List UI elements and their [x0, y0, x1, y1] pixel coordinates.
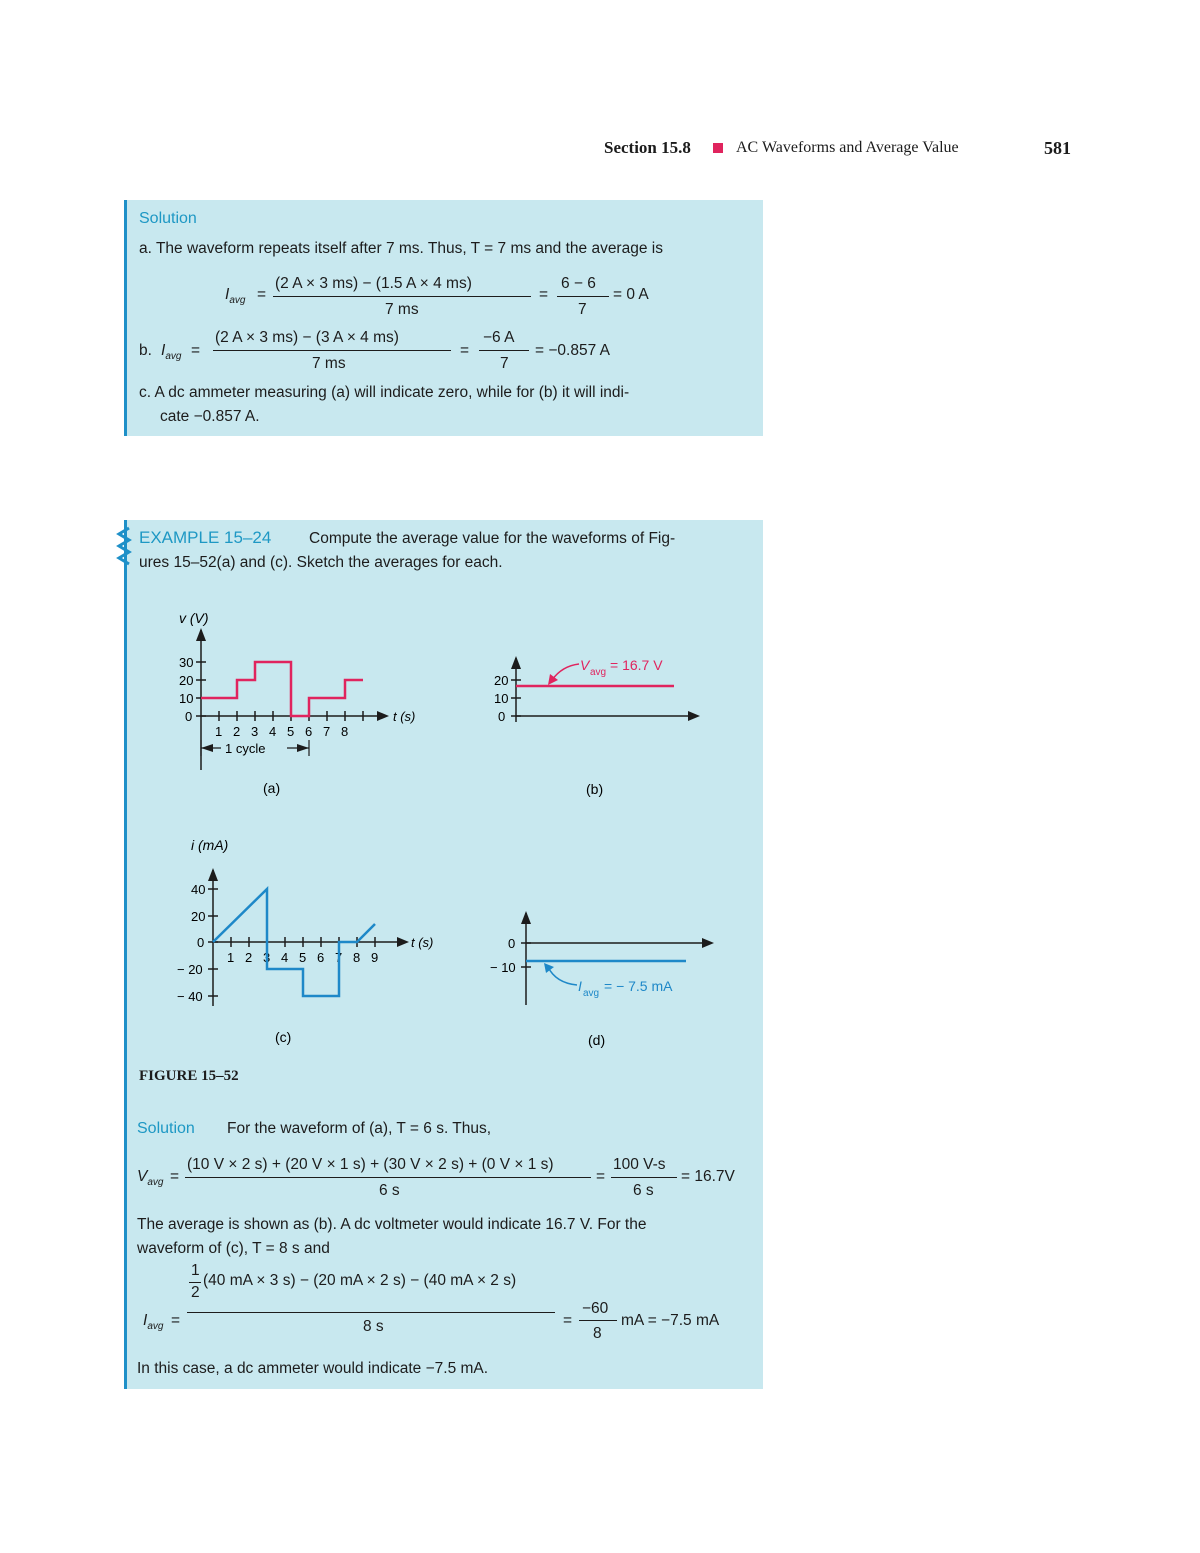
fig-d-y-arrow-icon [521, 911, 531, 924]
eq-i-half-bar [189, 1282, 201, 1283]
example-text-line-1: Compute the average value for the waveforms of Fig- [309, 530, 676, 547]
page-number: 581 [1044, 138, 1071, 158]
fig-c-y-tick-neg20: − 20 [177, 962, 203, 977]
eq-a-denominator: 7 ms [385, 301, 419, 318]
fig-a-x-tick: 8 [341, 724, 349, 739]
eq-b-prefix: b. [139, 342, 152, 359]
eq-v-lhs: V [137, 1168, 148, 1185]
square-bullet-icon [713, 143, 723, 153]
solution-2-final: In this case, a dc ammeter would indicate −7.5 mA. [137, 1360, 489, 1377]
fig-c-x-tick: 2 [245, 950, 253, 965]
solution-2-heading: Solution [137, 1120, 195, 1137]
fig-a-x-title: t (s) [393, 709, 416, 724]
fig-a-label: (a) [263, 780, 281, 796]
cycle-right-arrow-icon [297, 744, 309, 752]
eq-a-equals-2: = [539, 286, 549, 303]
eq-i-denominator-2: 8 [593, 1325, 602, 1342]
eq-i-numerator-2: −60 [582, 1300, 609, 1317]
eq-b-lhs-sub: avg [165, 351, 182, 362]
fig-a-y-tick-30: 30 [179, 655, 194, 670]
eq-a-denominator-2: 7 [578, 301, 587, 318]
fig-b-y-tick-0: 0 [498, 709, 506, 724]
eq-a-fraction-bar [273, 296, 531, 297]
fig-c-x-tick: 5 [299, 950, 307, 965]
eq-a-lhs: I [225, 286, 230, 303]
fig-b-avg-value: = 16.7 V [610, 657, 663, 673]
eq-a-result: = 0 A [613, 286, 649, 303]
fig-a-y-tick-20: 20 [179, 673, 194, 688]
eq-v-lhs-sub: avg [147, 1177, 164, 1188]
fig-c-y-tick-0: 0 [197, 935, 205, 950]
eq-b-numerator-2: −6 A [483, 329, 515, 346]
fig-d-avg-sub: avg [583, 988, 600, 999]
fig-d-pointer-arrow-icon [544, 963, 554, 973]
eq-v-result: = 16.7V [681, 1168, 735, 1185]
solution-box-1 [124, 200, 763, 436]
example-label: EXAMPLE 15–24 [139, 528, 272, 547]
eq-v-equals: = [170, 1168, 180, 1185]
eq-a-equals: = [257, 286, 267, 303]
solution-c-line-1: c. A dc ammeter measuring (a) will indicate zero, while for (b) it will indi- [139, 384, 630, 401]
eq-b-result: = −0.857 A [535, 342, 610, 359]
figure-b-average-voltage [482, 650, 732, 810]
eq-b-fraction-bar-2 [479, 350, 529, 351]
eq-v-equals-2: = [596, 1168, 606, 1185]
eq-b-denominator: 7 ms [312, 355, 346, 372]
fig-b-x-arrow-icon [688, 711, 700, 721]
solution-2-paragraph-line-2: waveform of (c), T = 8 s and [137, 1240, 330, 1257]
eq-i-numerator: (40 mA × 3 s) − (20 mA × 2 s) − (40 mA × 2 s) [203, 1272, 517, 1289]
eq-i-equals-2: = [563, 1312, 573, 1329]
eq-a-numerator: (2 A × 3 ms) − (1.5 A × 4 ms) [275, 275, 472, 292]
fig-a-x-tick: 1 [215, 724, 223, 739]
fig-b-y-tick-10: 10 [494, 691, 509, 706]
eq-i-result: mA = −7.5 mA [621, 1312, 720, 1329]
eq-b-denominator-2: 7 [500, 355, 509, 372]
example-box [124, 520, 763, 1389]
fig-a-x-tick: 5 [287, 724, 295, 739]
fig-c-x-tick: 1 [227, 950, 235, 965]
section-number: Section 15.8 [604, 138, 691, 157]
solution-c-line-2: cate −0.857 A. [160, 408, 260, 425]
fig-b-avg-label: V [580, 657, 590, 673]
eq-a-fraction-bar-2 [557, 296, 609, 297]
solution-2-intro: For the waveform of (a), T = 6 s. Thus, [227, 1120, 492, 1137]
figure-caption: FIGURE 15–52 [139, 1068, 239, 1084]
fig-c-y-tick-neg40: − 40 [177, 989, 203, 1004]
eq-i-half-numerator: 1 [191, 1262, 200, 1279]
eq-b-lhs: I [161, 342, 166, 359]
fig-a-y-title: v (V) [179, 610, 209, 626]
fig-c-x-tick: 3 [263, 950, 271, 965]
eq-b-equals: = [191, 342, 201, 359]
fig-b-y-tick-20: 20 [494, 673, 509, 688]
fig-c-x-tick: 4 [281, 950, 289, 965]
eq-v-numerator-2: 100 V-s [613, 1156, 666, 1173]
fig-a-y-tick-0: 0 [185, 709, 193, 724]
running-header [0, 138, 1200, 168]
eq-i-fraction-bar [187, 1312, 555, 1313]
eq-i-fraction-bar-2 [579, 1320, 617, 1321]
fig-a-x-tick: 2 [233, 724, 241, 739]
fig-c-x-tick: 6 [317, 950, 325, 965]
fig-a-x-tick: 6 [305, 724, 313, 739]
fig-d-avg-value: = − 7.5 mA [604, 978, 673, 994]
eq-v-denominator: 6 s [379, 1182, 400, 1199]
fig-b-label: (b) [586, 781, 604, 797]
fig-c-y-tick-20: 20 [191, 909, 206, 924]
zigzag-icon [115, 526, 135, 570]
fig-a-x-tick: 3 [251, 724, 259, 739]
section-title: AC Waveforms and Average Value [736, 139, 959, 156]
eq-b-equals-2: = [460, 342, 470, 359]
solution-2-paragraph-line-1: The average is shown as (b). A dc voltmeter would indicate 16.7 V. For the [137, 1216, 647, 1233]
fig-a-y-arrow-icon [196, 628, 206, 641]
fig-a-cycle-label: 1 cycle [225, 741, 266, 756]
fig-c-y-arrow-icon [208, 868, 218, 881]
fig-a-x-tick: 7 [323, 724, 331, 739]
figure-c-current-waveform [167, 830, 457, 1050]
eq-i-denominator: 8 s [363, 1318, 384, 1335]
eq-v-numerator: (10 V × 2 s) + (20 V × 1 s) + (30 V × 2 s) + (0 V × 1 s) [187, 1156, 554, 1173]
fig-b-y-arrow-icon [511, 656, 521, 669]
fig-c-y-title: i (mA) [191, 837, 229, 853]
figure-a-voltage-waveform [167, 608, 427, 808]
eq-b-fraction-bar [213, 350, 451, 351]
eq-a-numerator-2: 6 − 6 [561, 275, 596, 292]
eq-v-fraction-bar [185, 1177, 591, 1178]
example-text-line-2: ures 15–52(a) and (c). Sketch the averages for each. [139, 554, 503, 571]
eq-v-denominator-2: 6 s [633, 1182, 654, 1199]
cycle-left-arrow-icon [201, 744, 213, 752]
fig-a-x-arrow-icon [377, 711, 389, 721]
fig-d-y-tick-neg10: − 10 [490, 960, 516, 975]
fig-c-x-arrow-icon [397, 937, 409, 947]
fig-d-y-tick-0: 0 [508, 936, 516, 951]
eq-i-equals: = [171, 1312, 181, 1329]
solution-a-text: a. The waveform repeats itself after 7 ms. Thus, T = 7 ms and the average is [139, 240, 663, 257]
fig-a-waveform [201, 662, 363, 716]
fig-d-label: (d) [588, 1032, 606, 1048]
fig-a-x-tick: 4 [269, 724, 277, 739]
fig-c-x-title: t (s) [411, 935, 434, 950]
eq-i-lhs-sub: avg [147, 1321, 164, 1332]
fig-d-x-arrow-icon [702, 938, 714, 948]
eq-i-lhs: I [143, 1312, 148, 1329]
eq-b-numerator: (2 A × 3 ms) − (3 A × 4 ms) [215, 329, 399, 346]
fig-c-x-tick: 7 [335, 950, 343, 965]
solution-heading: Solution [139, 210, 197, 227]
fig-a-y-tick-10: 10 [179, 691, 194, 706]
eq-i-half-denominator: 2 [191, 1284, 200, 1301]
fig-c-label: (c) [275, 1029, 292, 1045]
eq-a-lhs-sub: avg [229, 295, 246, 306]
fig-c-y-tick-40: 40 [191, 882, 206, 897]
fig-d-avg-label: I [578, 978, 582, 994]
fig-b-avg-sub: avg [590, 667, 607, 678]
fig-c-x-tick: 8 [353, 950, 361, 965]
figure-d-average-current [482, 905, 742, 1055]
fig-c-x-tick: 9 [371, 950, 379, 965]
eq-v-fraction-bar-2 [611, 1177, 677, 1178]
